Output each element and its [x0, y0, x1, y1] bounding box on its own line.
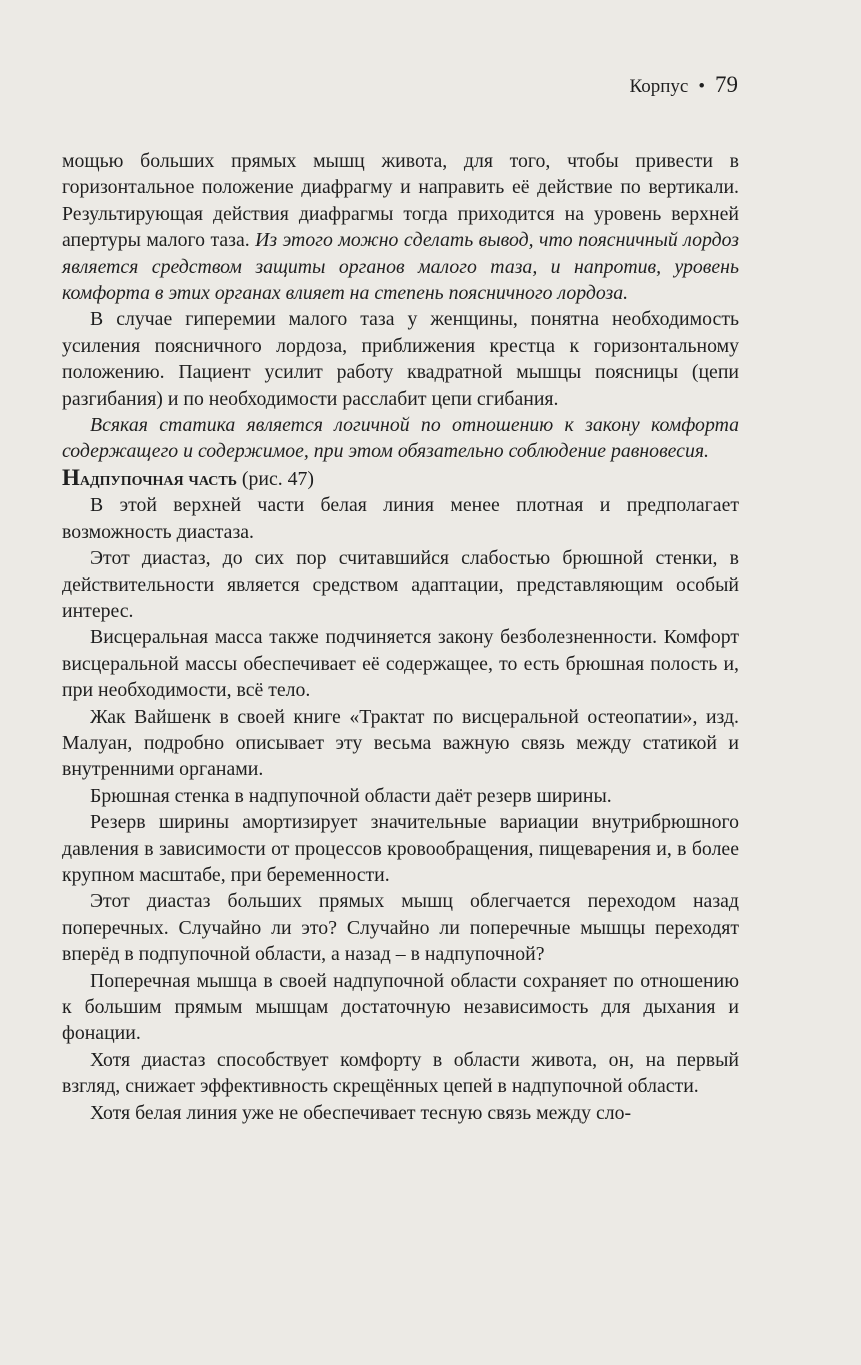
section-heading-title: адпупочная часть	[79, 467, 237, 490]
paragraph: Поперечная мышца в своей надпупочной области сохраняет по отношению к большим прямым мышцам достаточную независимость для дыхания и фонации.	[62, 969, 739, 1045]
section-heading-first-letter: Н	[62, 464, 80, 490]
figure-reference: (рис. 47)	[241, 467, 315, 490]
paragraph-italic-conclusion: Из этого можно сделать вывод, что поясничный лордоз является средством защиты органов малого таза, и напротив, уровень комфорта в этих органах влияет на степень поясничного лордоза.	[62, 229, 739, 305]
running-head-bullet: •	[698, 76, 705, 97]
paragraph: Этот диастаз больших прямых мышц облегчается переходом назад поперечных. Случайно ли это? Случайно ли поперечные мышцы переходят вперёд в подпупочной области, а назад – в надпупочной?	[62, 890, 739, 966]
page-number: 79	[715, 72, 738, 97]
page-body	[62, 148, 739, 1126]
paragraph: Брюшная стенка в надпупочной области даёт резерв ширины.	[90, 784, 612, 807]
running-head	[630, 72, 738, 98]
paragraph: Жак Вайшенк в своей книге «Трактат по висцеральной остеопатии», изд. Малуан, подробно описывает эту весьма важную связь между статикой и внутренними органами.	[62, 705, 739, 781]
running-head-section: Корпус	[629, 76, 689, 97]
paragraph: Висцеральная масса также подчиняется закону безболезненности. Комфорт висцеральной массы обеспечивает её содержащее, то есть брюшная полость и, при необходимости, всё тело.	[62, 626, 739, 702]
paragraph	[62, 148, 739, 306]
paragraph: Хотя диастаз способствует комфорту в области живота, он, на первый взгляд, снижает эффективность скрещённых цепей в надпупочной области.	[62, 1048, 739, 1098]
paragraph: В случае гиперемии малого таза у женщины, понятна необходимость усиления поясничного лордоза, приближения крестца к горизонтальному положению. Пациент усилит работу квадратной мышцы поясницы (цепи разгибания) и по необходимости расслабит цепи сгибания.	[62, 308, 739, 410]
paragraph-text: мощью больших прямых мышц живота, для того, чтобы привести в горизонтальное положение диафрагму и направить её действие по вертикали. Результирующая действия диафрагмы тогда приходится на уровень верхней апертуры малого таза.	[62, 150, 739, 252]
paragraph: Этот диастаз, до сих пор считавшийся слабостью брюшной стенки, в действительности является средством адаптации, представляющим особый интерес.	[62, 547, 739, 622]
paragraph: Резерв ширины амортизирует значительные вариации внутрибрюшного давления в зависимости от процессов кровообращения, пищеварения и, в более крупном масштабе, при беременности.	[62, 811, 739, 886]
paragraph: В этой верхней части белая линия менее плотная и предполагает возможность диастаза.	[62, 494, 739, 543]
paragraph: Хотя белая линия уже не обеспечивает тесную связь между сло-	[90, 1101, 632, 1124]
section-heading	[62, 465, 739, 492]
paragraph-italic: Всякая статика является логичной по отношению к закону комфорта содержащего и содержимое, при этом обязательно соблюдение равновесия.	[62, 414, 739, 463]
